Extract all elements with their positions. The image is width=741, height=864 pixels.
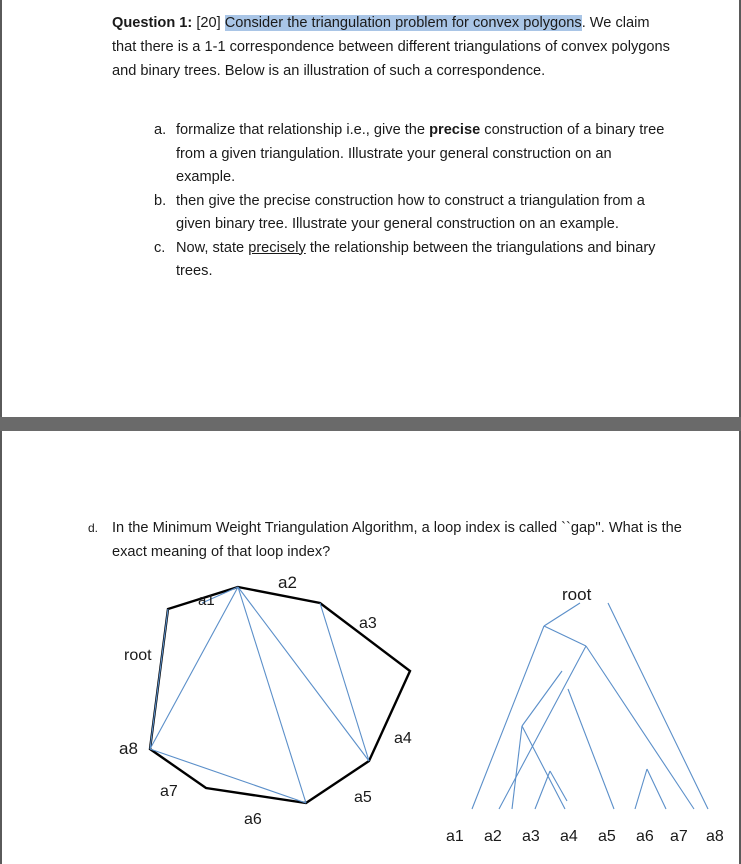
tree-edges	[472, 603, 708, 809]
binary-tree	[446, 585, 724, 845]
page-2	[0, 431, 741, 864]
leaf-a6: a6	[636, 828, 654, 845]
label-root: root	[124, 647, 152, 664]
item-a-post: construction of a binary tree from a given triangulation. Illustrate your general construction on an example.	[176, 122, 665, 185]
tree-root-label: root	[562, 585, 592, 604]
item-c	[154, 237, 674, 284]
item-a	[154, 119, 674, 190]
tree-edge-a8	[586, 646, 694, 809]
item-c-label: c.	[154, 239, 166, 256]
root-edge-b	[150, 609, 168, 749]
highlighted-text[interactable]: Consider the triangulation problem for convex polygons	[224, 15, 582, 31]
item-b	[154, 190, 674, 237]
leaf-a5: a5	[598, 828, 616, 845]
label-a1: a1	[198, 592, 215, 609]
tree-edge-a1	[472, 626, 544, 809]
diagonal-1	[150, 587, 238, 749]
tree-edge-a7	[647, 769, 666, 809]
page-1	[0, 0, 741, 417]
label-a8: a8	[119, 739, 138, 758]
tree-edge-a5	[568, 689, 614, 809]
tree-edge-r2	[544, 626, 586, 646]
tree-edge-root-right	[608, 603, 708, 809]
leaf-a7: a7	[670, 828, 688, 845]
item-a-bold: precise	[429, 122, 481, 138]
question-points: [20]	[192, 15, 225, 31]
item-b-label: b.	[154, 192, 167, 209]
tree-leaf-labels	[446, 828, 724, 845]
leaf-a1: a1	[446, 828, 464, 845]
question-body: . We claim that there is a 1-1 correspondence between different triangulations of convex polygons and binary trees. Below is an illustration of such a correspondence.	[112, 15, 670, 79]
tree-edge-a4	[522, 726, 565, 809]
label-a7: a7	[160, 783, 178, 800]
tree-edge-a6	[635, 769, 647, 809]
label-a6: a6	[244, 811, 262, 828]
item-a-label: a.	[154, 122, 167, 138]
leaf-a3: a3	[522, 828, 540, 845]
part-d-label: d.	[88, 521, 99, 535]
diagonal-3	[238, 587, 369, 761]
part-d-text: In the Minimum Weight Triangulation Algorithm, a loop index is called ``gap''. What is the exact meaning of that loop index?	[112, 520, 682, 560]
leaf-a8: a8	[706, 828, 724, 845]
item-a-pre: formalize that relationship i.e., give the	[176, 122, 430, 138]
tree-edge-a2	[499, 646, 586, 809]
item-c-pre: Now, state	[176, 239, 249, 256]
sub-question-list	[154, 119, 674, 284]
question-1-text	[112, 11, 672, 83]
leaf-a2: a2	[484, 828, 502, 845]
item-b-text: then give the precise construction how to construct a triangulation from a given binary tree. Illustrate your general construction on an example.	[176, 192, 645, 232]
tree-edge-a5-left	[535, 771, 550, 809]
tree-edge-root	[544, 603, 580, 626]
illustration	[2, 431, 741, 864]
label-a4: a4	[394, 730, 412, 747]
item-c-post: the relationship between the triangulations and binary trees.	[176, 239, 656, 279]
question-label: Question 1:	[112, 15, 193, 31]
tree-edge-n3	[522, 671, 562, 726]
page-gap	[0, 417, 741, 431]
label-a3: a3	[359, 615, 377, 632]
item-c-underline: precisely	[248, 239, 306, 256]
triangulated-polygon	[119, 573, 412, 828]
diagonal-2	[238, 587, 306, 803]
tree-edge-a3-left	[512, 726, 522, 809]
label-a5: a5	[354, 789, 372, 806]
leaf-a4: a4	[560, 828, 578, 845]
label-a2: a2	[278, 573, 297, 592]
